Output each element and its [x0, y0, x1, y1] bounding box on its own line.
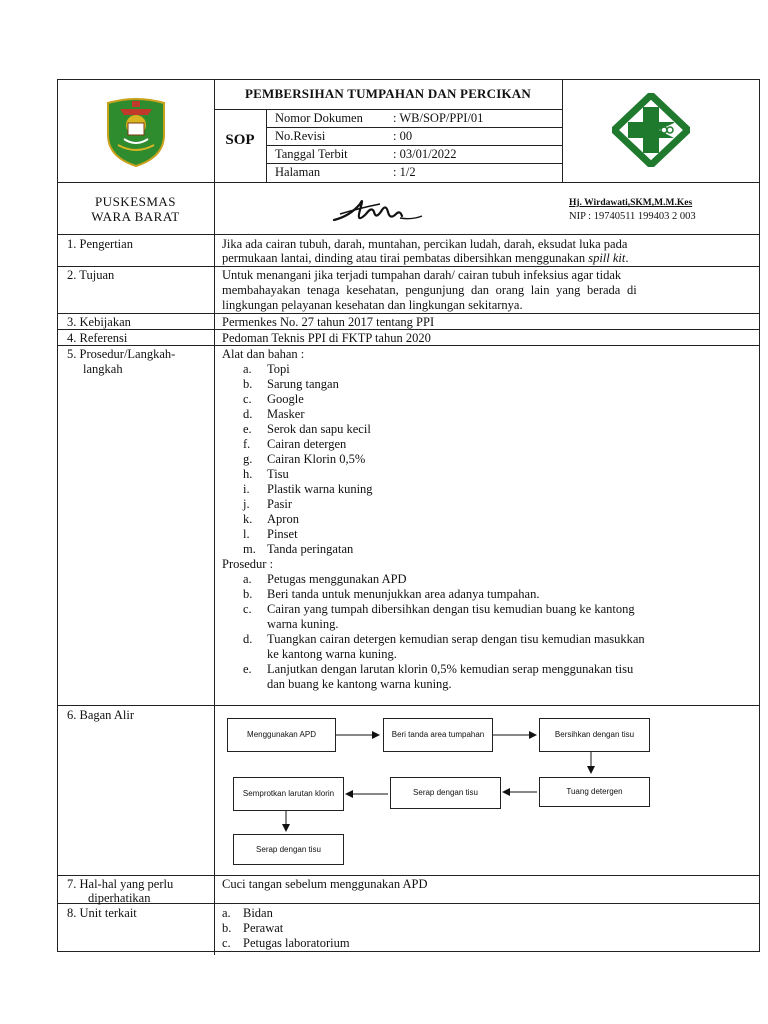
tujuan-line3: lingkungan pelayanan kesehatan dan lingkungan sekitarnya.	[222, 298, 523, 312]
section-label-pengertian: 1. Pengertian	[67, 237, 133, 251]
alat-item-text: Serok dan sapu kecil	[267, 422, 371, 436]
step-marker: e.	[243, 662, 252, 676]
section-label-prosedur-2: langkah	[83, 362, 123, 376]
field-label-halaman: Halaman	[275, 165, 321, 179]
section-label-referensi: 4. Referensi	[67, 331, 128, 345]
section-label-perhatian: 7. Hal-hal yang perlu	[67, 877, 174, 891]
unit-item: Bidan	[243, 906, 273, 920]
alat-item-text: Cairan detergen	[267, 437, 347, 451]
signer-name: Hj. Wirdawati,SKM,M.M.Kes	[569, 198, 693, 208]
tujuan-line2: membahayakan tenaga kesehatan, pengunjung dan orang lain yang berada di	[222, 283, 637, 297]
step-text: Tuangkan cairan detergen kemudian serap dengan tisu kemudian masukkan	[267, 632, 645, 646]
document-title: PEMBERSIHAN TUMPAHAN DAN PERCIKAN	[245, 86, 531, 101]
flow-step-beri-tanda: Beri tanda area tumpahan	[383, 718, 493, 752]
kebijakan-text: Permenkes No. 27 tahun 2017 tentang PPI	[222, 315, 435, 329]
alat-heading: Alat dan bahan :	[222, 347, 305, 361]
alat-item-text: Tanda peringatan	[267, 542, 354, 556]
alat-item-text: Cairan Klorin 0,5%	[267, 452, 366, 466]
alat-item-text: Tisu	[267, 467, 289, 481]
flow-step-tuang-detergen: Tuang detergen	[539, 777, 650, 807]
unit-item: Petugas laboratorium	[243, 936, 350, 950]
step-text: Petugas menggunakan APD	[267, 572, 407, 586]
flow-step-serap-tisu-1: Serap dengan tisu	[390, 777, 501, 809]
alat-item-text: Apron	[267, 512, 299, 526]
perhatian-text: Cuci tangan sebelum menggunakan APD	[222, 877, 428, 891]
field-value-halaman: : 1/2	[393, 165, 416, 179]
alat-item: b.	[243, 377, 253, 391]
unit-item: Perawat	[243, 921, 284, 935]
alat-item: a.	[243, 362, 252, 376]
alat-item-text: Pasir	[267, 497, 292, 511]
org-name-line1: PUSKESMAS	[94, 194, 177, 209]
unit-marker: b.	[222, 921, 232, 935]
prosedur-heading: Prosedur :	[222, 557, 274, 571]
alat-item: j.	[243, 497, 250, 511]
alat-item-text: Google	[267, 392, 304, 406]
signature	[330, 190, 430, 230]
field-label-revisi: No.Revisi	[275, 129, 326, 143]
pengertian-line2-end: .	[625, 251, 629, 265]
section-label-kebijakan: 3. Kebijakan	[67, 315, 131, 329]
alat-item: f.	[243, 437, 251, 451]
alat-item: h.	[243, 467, 253, 481]
flow-step-semprotkan-klorin: Semprotkan larutan klorin	[233, 777, 344, 811]
unit-marker: c.	[222, 936, 231, 950]
alat-item: l.	[243, 527, 250, 541]
step-marker: c.	[243, 602, 252, 616]
step-marker: d.	[243, 632, 253, 646]
step-marker: a.	[243, 572, 252, 586]
regional-emblem-logo	[104, 95, 168, 167]
pengertian-line2	[222, 251, 629, 266]
tujuan-line1: Untuk menangani jika terjadi tumpahan darah/ cairan tubuh infeksius agar tidak	[222, 268, 622, 282]
section-label-prosedur: 5. Prosedur/Langkah-	[67, 347, 176, 361]
alat-item: e.	[243, 422, 252, 436]
pengertian-spill-kit: spill kit	[588, 251, 626, 265]
alat-item: m.	[243, 542, 256, 556]
unit-marker: a.	[222, 906, 231, 920]
section-label-perhatian-2: diperhatikan	[88, 891, 151, 905]
flow-step-bersihkan-tisu: Bersihkan dengan tisu	[539, 718, 650, 752]
alat-item: k.	[243, 512, 253, 526]
alat-item-text: Masker	[267, 407, 305, 421]
alat-item: d.	[243, 407, 253, 421]
org-name-line2: WARA BARAT	[91, 209, 180, 224]
step-text-cont: warna kuning.	[267, 617, 339, 631]
field-value-nomor: : WB/SOP/PPI/01	[393, 111, 484, 125]
section-label-bagan: 6. Bagan Alir	[67, 708, 135, 722]
field-label-tanggal: Tanggal Terbit	[275, 147, 348, 161]
section-label-unit: 8. Unit terkait	[67, 906, 137, 920]
step-text: Cairan yang tumpah dibersihkan dengan tisu kemudian buang ke kantong	[267, 602, 635, 616]
alat-item: c.	[243, 392, 252, 406]
flow-step-menggunakan-apd: Menggunakan APD	[227, 718, 336, 752]
section-label-tujuan: 2. Tujuan	[67, 268, 115, 282]
alat-item-text: Sarung tangan	[267, 377, 339, 391]
alat-item: g.	[243, 452, 253, 466]
sop-label: SOP	[225, 132, 255, 148]
pengertian-line1: Jika ada cairan tubuh, darah, muntahan, percikan ludah, darah, eksudat luka pada	[222, 237, 628, 251]
step-text: Lanjutkan dengan larutan klorin 0,5% kemudian serap menggunakan tisu	[267, 662, 634, 676]
signer-nip: NIP : 19740511 199403 2 003	[569, 211, 696, 222]
referensi-text: Pedoman Teknis PPI di FKTP tahun 2020	[222, 331, 431, 345]
field-value-tanggal: : 03/01/2022	[393, 147, 457, 161]
field-label-nomor: Nomor Dokumen	[275, 111, 363, 125]
flow-step-serap-tisu-2: Serap dengan tisu	[233, 834, 344, 865]
step-text-cont: ke kantong warna kuning.	[267, 647, 397, 661]
step-text-cont: dan buang ke kantong warna kuning.	[267, 677, 452, 691]
alat-item-text: Plastik warna kuning	[267, 482, 373, 496]
alat-item-text: Topi	[267, 362, 290, 376]
puskesmas-logo	[612, 93, 690, 167]
alat-item: i.	[243, 482, 250, 496]
field-value-revisi: : 00	[393, 129, 413, 143]
alat-item-text: Pinset	[267, 527, 298, 541]
step-text: Beri tanda untuk menunjukkan area adanya tumpahan.	[267, 587, 540, 601]
pengertian-line2-text: permukaan lantai, dinding atau tirai pembatas dibersihkan menggunakan	[222, 251, 586, 265]
step-marker: b.	[243, 587, 253, 601]
